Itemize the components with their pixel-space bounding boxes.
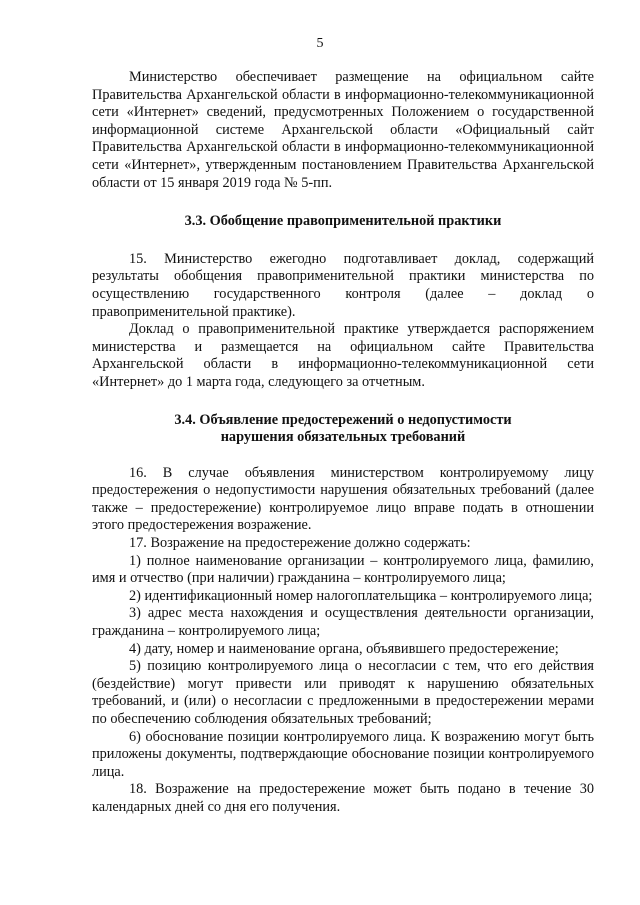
section-heading-3-3: 3.3. Обобщение правоприменительной практики <box>184 213 502 230</box>
document-body <box>92 69 594 817</box>
list-item-3: 3) адрес места нахождения и осуществления деятельности организации, гражданина – контролируемого лица; <box>92 605 594 640</box>
section-heading-3-4-line1: 3.4. Объявление предостережений о недопустимости <box>174 411 512 428</box>
paragraph-16: 16. В случае объявления министерством контролируемому лицу предостережения о недопустимости нарушения обязательных требований (далее также – предостережение) контролируемое лицо вправе подать в отношении этого предостережения возражение. <box>92 464 594 534</box>
paragraph-18: 18. Возражение на предостережение может быть подано в течение 30 календарных дней со дня его получения. <box>92 781 594 815</box>
list-item-1: 1) полное наименование организации – контролируемого лица, фамилию, имя и отчество (при наличии) гражданина – контролируемого лица; <box>92 552 594 587</box>
list-item-2: 2) идентификационный номер налогоплательщика – контролируемого лица; <box>129 587 593 604</box>
paragraph-17: 17. Возражение на предостережение должно содержать: <box>129 535 471 552</box>
list-item-4: 4) дату, номер и наименование органа, объявившего предостережение; <box>129 640 559 657</box>
list-item-5: 5) позицию контролируемого лица о несогласии с тем, что его действия (бездействие) могут привести или приводят к нарушению обязательных требований, и (или) о несогласии с предложенными в предостережении мерами по обеспечению соблюдения обязательных требований; <box>92 658 594 727</box>
paragraph-15: 15. Министерство ежегодно подготавливает доклад, содержащий результаты обобщения правоприменительной практики министерства по осуществлению государственного контроля (далее – доклад о правоприменительной практике). <box>92 250 594 320</box>
section-heading-3-4-line2: нарушения обязательных требований <box>220 429 466 446</box>
section-heading-3-4 <box>92 412 594 447</box>
paragraph-15-continued: Доклад о правоприменительной практике утверждается распоряжением министерства и размещается на официальном сайте Правительства Архангельской области в информационно-телекоммуникационной сети «Интернет» до 1 марта года, следующего за отчетным. <box>92 321 594 390</box>
list-item-6: 6) обоснование позиции контролируемого лица. К возражению могут быть приложены документы, подтверждающие обоснование позиции контролируемого лица. <box>92 728 594 780</box>
intro-paragraph: Министерство обеспечивает размещение на официальном сайте Правительства Архангельской области в информационно-телекоммуникационной сети «Интернет» сведений, предусмотренных Положением о государственной информационной системе Архангельской области «Официальный сайт Правительства Архангельской области в информационно-телекоммуникационной сети «Интернет», утвержденным постановлением Правительства Архангельской области от 15 января 2019 года № 5-пп. <box>92 69 594 191</box>
page-number: 5 <box>316 36 324 51</box>
